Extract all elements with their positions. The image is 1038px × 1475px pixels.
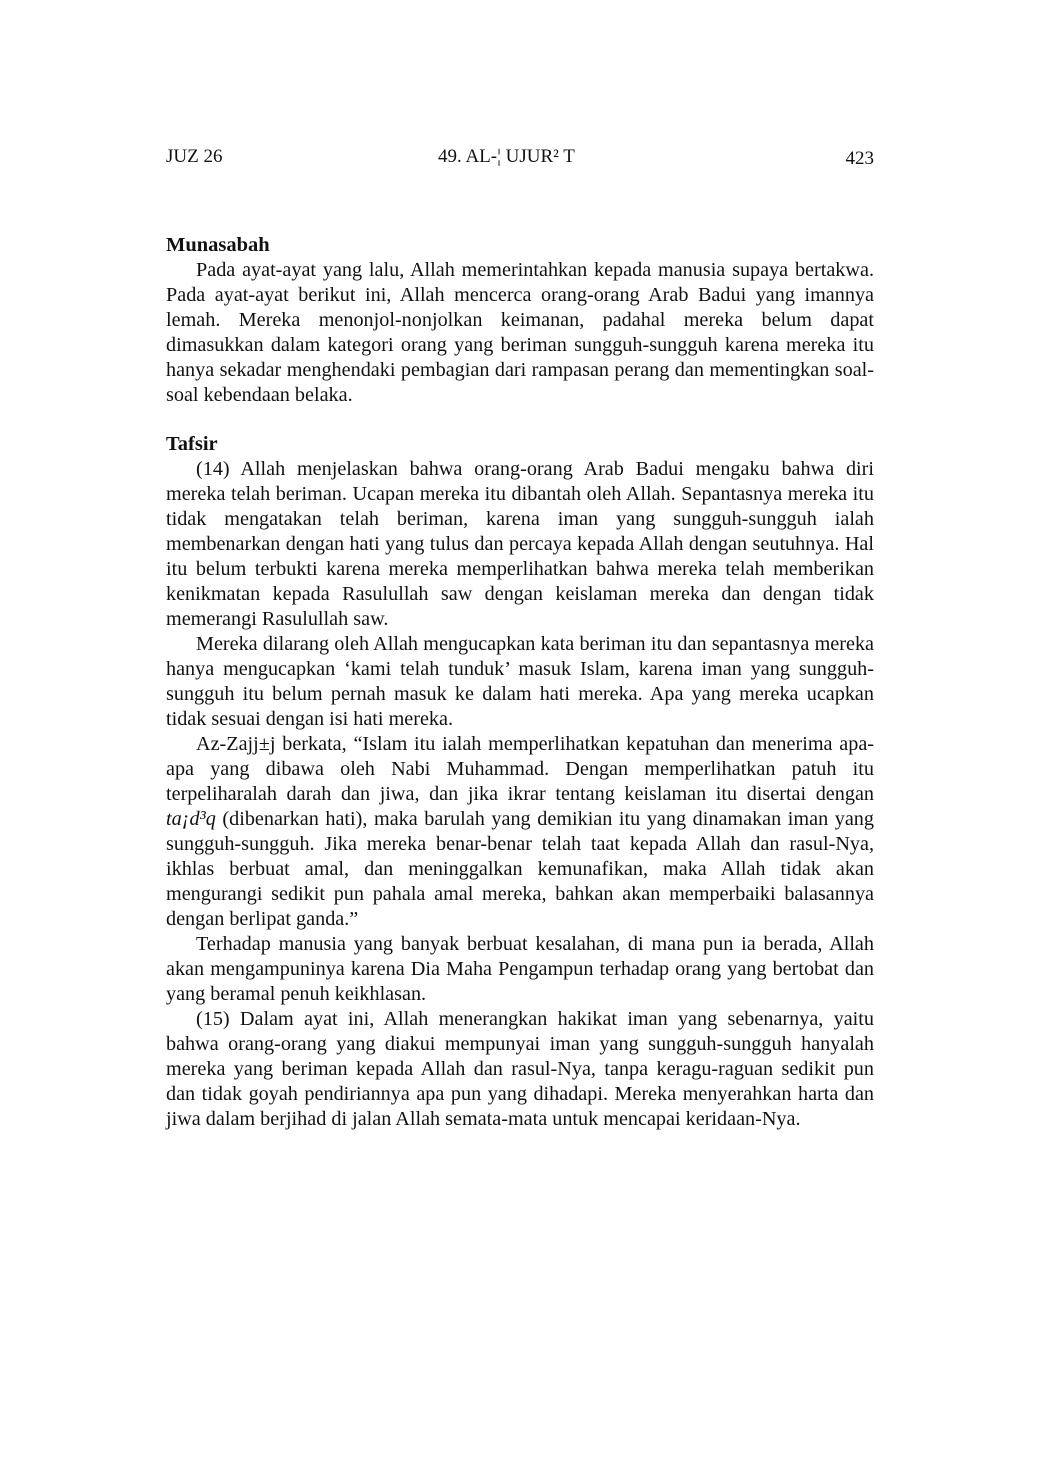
paragraph-3-text-b: (dibenarkan hati), maka barulah yang demikian itu yang dinamakan iman yang sungguh-sungguh. Jika mereka benar-benar telah taat kepada Allah dan rasul-Nya, ikhlas berbuat amal, dan meninggalkan kemunafikan, maka Allah tidak akan mengurangi sedikit pun pahala amal mereka, bahkan akan memperbaiki balasannya dengan berlipat ganda.”: [166, 808, 874, 930]
page-body: [166, 233, 874, 1132]
tafsir-paragraph-14: (14) Allah menjelaskan bahwa orang-orang Arab Badui mengaku bahwa diri mereka telah beriman. Ucapan mereka itu dibantah oleh Allah. Sepantasnya mereka itu tidak mengatakan telah beriman, karena iman yang sungguh-sungguh ialah membenarkan dengan hati yang tulus dan percaya kepada Allah dengan seutuhnya. Hal itu belum terbukti karena mereka memperlihatkan bahwa mereka telah memberikan kenikmatan kepada Rasulullah saw dengan keislaman mereka dan dengan tidak memerangi Rasulullah saw.: [166, 458, 874, 630]
tafsir-paragraph-2: Mereka dilarang oleh Allah mengucapkan kata beriman itu dan sepantasnya mereka hanya mengucapkan ‘kami telah tunduk’ masuk Islam, karena iman yang sungguh-sungguh itu belum pernah masuk ke dalam hati mereka. Apa yang mereka ucapkan tidak sesuai dengan isi hati mereka.: [166, 633, 874, 730]
tasdiq-term: ta¡d³q: [166, 808, 216, 830]
tafsir-paragraph-15: (15) Dalam ayat ini, Allah menerangkan hakikat iman yang sebenarnya, yaitu bahwa orang-orang yang diakui mempunyai iman yang sungguh-sungguh hanyalah mereka yang beriman kepada Allah dan rasul-Nya, tanpa keragu-raguan sedikit pun dan tidak goyah pendiriannya apa pun yang dihadapi. Mereka menyerahkan harta dan jiwa dalam berjihad di jalan Allah semata-mata untuk mencapai keridaan-Nya.: [166, 1008, 874, 1130]
tafsir-heading: Tafsir: [166, 433, 218, 455]
tafsir-paragraph-4: Terhadap manusia yang banyak berbuat kesalahan, di mana pun ia berada, Allah akan mengampuninya karena Dia Maha Pengampun terhadap orang yang bertobat dan yang beramal penuh keikhlasan.: [166, 933, 874, 1005]
paragraph-3-text-a: Az-Zajj±j berkata, “Islam itu ialah memperlihatkan kepatuhan dan menerima apa-apa yang dibawa oleh Nabi Muhammad. Dengan memperlihatkan patuh itu terpeliharalah darah dan jiwa, dan jika ikrar tentang keislaman itu disertai dengan: [166, 733, 874, 805]
juz-label: JUZ 26: [166, 146, 223, 167]
tafsir-paragraph-3: [166, 732, 874, 932]
page-number: 423: [845, 148, 874, 169]
surah-title: 49. AL-¦ UJUR² T: [438, 146, 575, 167]
running-header: [166, 146, 874, 174]
munasabah-paragraph: Pada ayat-ayat yang lalu, Allah memerintahkan kepada manusia supaya bertakwa. Pada ayat-ayat berikut ini, Allah mencerca orang-orang Arab Badui yang imannya lemah. Mereka menonjol-nonjolkan keimanan, padahal mereka belum dapat dimasukkan dalam kategori orang yang beriman sungguh-sungguh karena mereka itu hanya sekadar menghendaki pembagian dari rampasan perang dan mementingkan soal-soal kebendaan belaka.: [166, 259, 874, 406]
munasabah-heading: Munasabah: [166, 234, 270, 256]
